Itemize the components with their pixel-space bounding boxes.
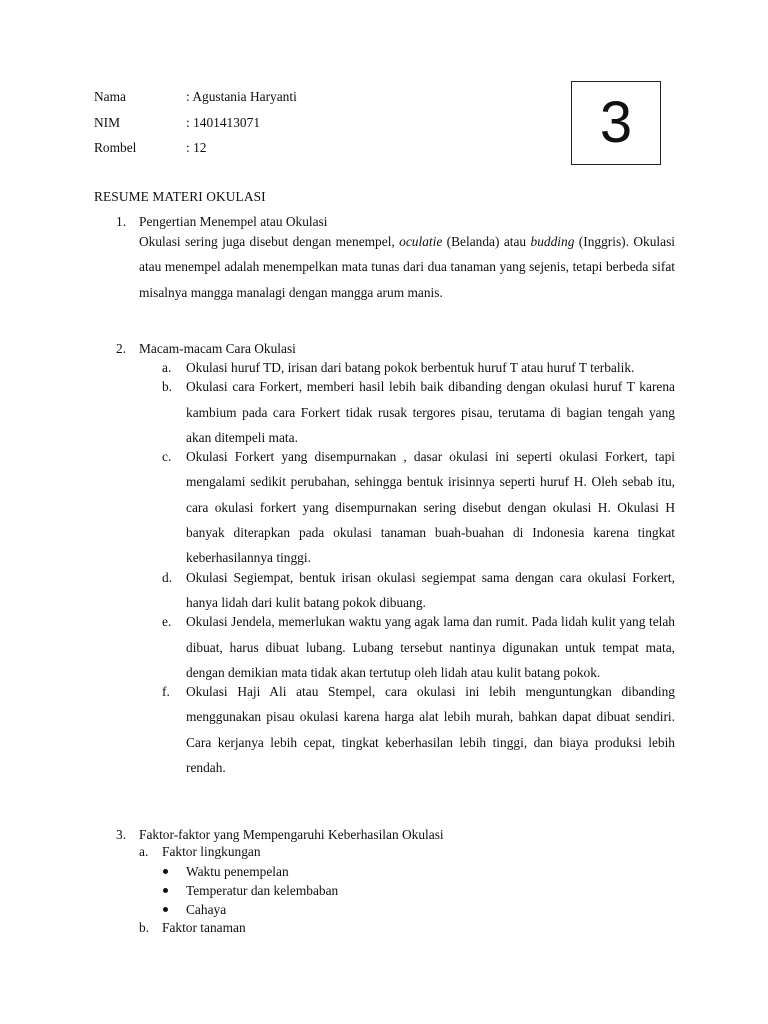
nim-value: : 1401413071 (186, 114, 261, 130)
student-identity (94, 87, 297, 164)
section-3-heading (94, 826, 675, 843)
list-item-a: a. Okulasi huruf TD, irisan dari batang pokok berbentuk huruf T atau huruf T terbalik. (162, 360, 635, 375)
section-1-heading (94, 213, 675, 230)
nim-label: NIM (94, 114, 121, 130)
rombel-value: : 12 (186, 140, 207, 155)
list-item-f: f. Okulasi Haji Ali atau Stempel, cara okulasi ini lebih menguntungkan dibanding menggunakan pisau okulasi karena harga alat lebih murah, bahkan dapat dibuat sendiri. Cara kerjanya lebih cepat, tingkat keberhasilan lebih tinggi, dan biaya produksi lebih rendah. (162, 684, 675, 776)
faktor-lingkungan-bullets (162, 862, 675, 919)
identity-row-name (94, 87, 297, 113)
bullet-item: Temperatur dan kelembaban (162, 881, 675, 900)
bullet-item: Cahaya (162, 900, 675, 919)
bullet-icon (162, 900, 186, 919)
section-1-number: 1. (116, 214, 127, 229)
faktor-list (139, 843, 675, 937)
term-oculatie: oculatie (399, 234, 443, 249)
section-3-title: Faktor-faktor yang Mempengaruhi Keberhasilan Okulasi (139, 827, 444, 842)
name-label: Nama (94, 89, 126, 104)
section-2-title: Macam-macam Cara Okulasi (139, 341, 296, 356)
faktor-lingkungan: a. Faktor lingkungan (139, 844, 261, 859)
list-item-d: d. Okulasi Segiempat, bentuk irisan okulasi segiempat sama dengan cara okulasi Forkert, hanya lidah dari kulit batang pokok dibuang. (162, 569, 675, 610)
identity-row-nim (94, 113, 297, 139)
term-budding: budding (530, 234, 575, 249)
section-1 (94, 213, 675, 305)
section-3-number: 3. (116, 827, 127, 842)
section-1-title: Pengertian Menempel atau Okulasi (139, 214, 328, 229)
name-value: : Agustania Haryanti (186, 89, 297, 104)
list-item-c: c. Okulasi Forkert yang disempurnakan , dasar okulasi ini seperti okulasi Forkert, tapi mengalami sedikit perubahan, sehingga bentuk irisinnya seperti huruf H. Oleh sebab itu, cara okulasi forkert yang disempurnakan sering disebut dengan okulasi H. Okulasi H banyak diterapkan pada okulasi tanaman buah-buahan di Indonesia karena tingkat keberhasilannya tinggi. (162, 449, 675, 566)
identity-row-rombel (94, 138, 297, 164)
faktor-tanaman: b. Faktor tanaman (139, 919, 246, 935)
list-item-e: e. Okulasi Jendela, memerlukan waktu yang agak lama dan rumit. Pada lidah kulit yang telah dibuat, harus dibuat lubang. Lubang tersebut nantinya digunakan untuk tempat mata, dengan demikian mata tidak akan tertutup oleh lidah atau kulit batang pokok. (162, 614, 675, 680)
rombel-label: Rombel (94, 140, 137, 155)
bullet-item: Waktu penempelan (162, 862, 675, 881)
section-1-paragraph: Okulasi sering juga disebut dengan menempel, oculatie (Belanda) atau budding (Inggris). Okulasi atau menempel adalah menempelkan mata tunas dari dua tanaman yang sejenis, tetapi berbeda sifat misalnya mangga manalagi dengan mangga arum manis. (139, 234, 676, 300)
page-number-box: 3 (571, 81, 661, 165)
cara-okulasi-list (162, 357, 675, 780)
list-item-b: b. Okulasi cara Forkert, memberi hasil lebih baik dibanding dengan okulasi huruf T karena kambium pada cara Forkert tidak rusak tergores pisau, terutama di bagian tengah yang akan ditempeli mata. (162, 379, 675, 445)
document-title: RESUME MATERI OKULASI (94, 189, 266, 204)
section-2-number: 2. (116, 341, 127, 356)
bullet-icon (162, 862, 186, 881)
section-2 (94, 340, 675, 780)
bullet-icon (162, 881, 186, 900)
section-3 (94, 826, 675, 937)
